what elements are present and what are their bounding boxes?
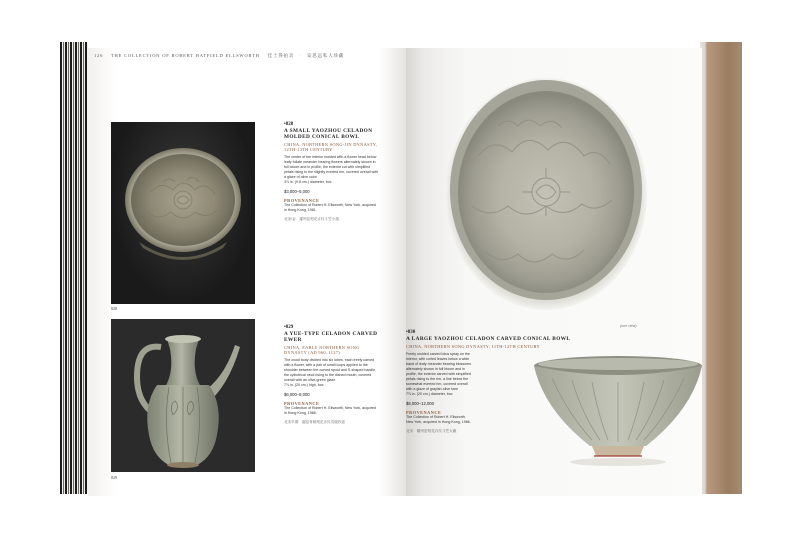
lot-title: A LARGE YAOZHOU CELADON CARVED CONICAL BOWL — [406, 336, 571, 342]
plate-number-829: 829 — [111, 475, 117, 480]
ewer-image — [111, 319, 255, 472]
lot-829-photo — [111, 319, 255, 472]
lot-828-text — [284, 122, 379, 222]
conical-bowl-image — [111, 122, 255, 304]
lot-chinese-title: 北宋 耀州窑刻花卉纹斗笠大碗 — [406, 429, 457, 434]
lot-chinese-title: 北宋/金 耀州窑刻花卉纹斗笠小盏 — [284, 217, 339, 222]
lot-description: The center of the interior molded with a flower head below leafy foliate meander bearing flowers alternately shown in full bloom and in profile, the exterior cut with simplified petals rising to the slightly everted rim, covered overall with a glaze of olive color — [284, 155, 378, 180]
image-caption: (one view) — [620, 324, 637, 328]
large-bowl-interior-image — [442, 56, 650, 318]
lot-provenance: The Collection of Robert H. Ellsworth, New York, acquired in Hong Kong, 1981. — [284, 203, 376, 213]
page-stack-right — [700, 42, 742, 494]
lot-dimensions: 7⅞ in. (20 cm.) diameter, box — [406, 392, 453, 397]
running-head-chinese: 佳士得拍卖 · 安思远私人珍藏 — [267, 53, 345, 58]
lot-origin: CHINA, EARLY NORTHERN SONG DYNASTY (AD 960–1127) — [284, 345, 360, 356]
lot-origin: CHINA, NORTHERN SONG DYNASTY, 11TH-12TH CENTURY — [406, 344, 540, 349]
page-stack-left — [60, 42, 88, 494]
provenance-heading: PROVENANCE — [284, 198, 320, 204]
lot-description: The ovoid body divided into six lobes, each freely carved with a flower, with a pair of small loops applied to the shoulder between the curved spout and S-shaped handle, the cylindrical neck rising to the dished mouth, covered overall with an olive-green glaze — [284, 358, 377, 383]
lot-estimate: $3,000–5,000 — [284, 189, 310, 195]
lot-provenance: The Collection of Robert H. Ellsworth, New York, acquired in Hong Kong, 1986. — [406, 415, 471, 425]
plate-number-828: 828 — [111, 306, 117, 311]
lot-830-text — [406, 330, 571, 434]
lot-description: Freely molded carved lotus spray on the interior, with curled leaves below a wide band of leafy meander bearing blossoms alternately shown in full bloom and in profile, the exterior carved with simplified petals rising to the rim, a line below the somewhat everted rim, covered overall with a glaze of grayish-olive tone — [406, 352, 471, 392]
running-head — [94, 53, 406, 59]
lot-number: •830 — [406, 330, 416, 335]
lot-number: •828 — [284, 122, 294, 127]
lot-origin: CHINA, NORTHERN SONG-JIN DYNASTY, 12TH-13TH CENTURY — [284, 142, 378, 153]
provenance-heading: PROVENANCE — [406, 410, 442, 416]
left-page — [88, 48, 406, 496]
running-head-title: THE COLLECTION OF ROBERT HATFIELD ELLSWORTH — [111, 53, 260, 58]
lot-title: A SMALL YAOZHOU CELADON MOLDED CONICAL BOWL — [284, 128, 373, 140]
lot-dimensions: 7⅞ in. (20 cm.) high, box — [284, 383, 324, 388]
right-page — [406, 48, 702, 496]
lot-estimate: $8,000–12,000 — [406, 401, 434, 407]
lot-number: •829 — [284, 325, 294, 330]
lot-828-photo — [111, 122, 255, 304]
lot-829-text — [284, 325, 379, 425]
lot-dimensions: 3⅞ in. (9.8 cm.) diameter, box — [284, 180, 332, 185]
provenance-heading: PROVENANCE — [284, 401, 320, 407]
lot-chinese-title: 北宋早期 越窑青釉刻花卉纹瓜棱执壶 — [284, 420, 346, 425]
lot-provenance: The Collection of Robert H. Ellsworth, New York, acquired in Hong Kong, 1986. — [284, 406, 376, 416]
lot-estimate: $6,000–8,000 — [284, 392, 310, 398]
lot-title: A YUE-TYPE CELADON CARVED EWER — [284, 331, 378, 343]
large-bowl-profile-image — [532, 352, 702, 472]
page-number: 126 — [94, 53, 104, 58]
